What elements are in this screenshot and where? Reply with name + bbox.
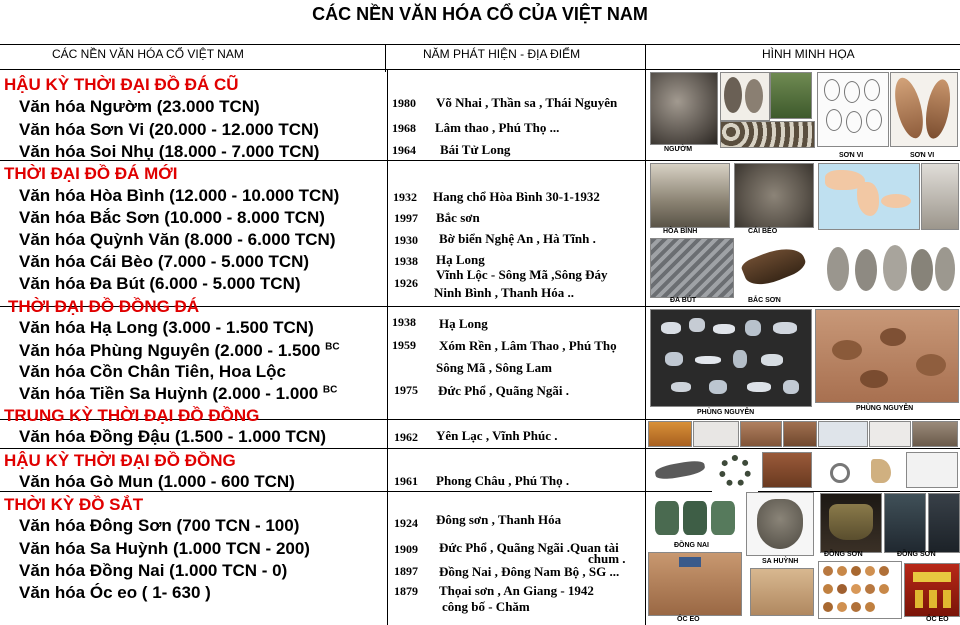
culture-name: Văn hóa Ngườm (23.000 TCN) [19,97,260,116]
culture-name [19,341,340,361]
discovery-year: 1930 [394,233,418,247]
culture-name: Văn hóa Đồng Nai (1.000 TCN - 0) [19,561,288,580]
caption: SƠN VI [839,152,864,159]
caption: CÁI BÈO [748,228,778,235]
caption: ĐỒNG SƠN [897,551,936,558]
bronze-artifact-photo [928,493,960,553]
pottery-photo [762,452,812,488]
discovery-place: Đồng Nai , Đông Nam Bộ , SG ... [439,564,620,579]
excavation-site-photo [815,309,959,403]
row-divider [0,448,960,449]
excavation-photo [648,552,742,616]
discovery-place: Đông sơn , Thanh Hóa [436,512,562,527]
discovery-place: Lâm thao , Phú Thọ ... [435,120,560,135]
discovery-place: Bờ biển Nghệ An , Hà Tĩnh . [439,231,596,246]
discovery-place: Hang chổ Hòa Bình 30-1-1932 [433,189,600,204]
culture-name: Văn hóa Óc eo ( 1- 630 ) [19,583,211,602]
artifact-photo [818,421,868,447]
culture-name: Văn hóa Cồn Chân Tiên, Hoa Lộc [19,362,286,381]
column-divider [387,69,388,625]
culture-name: Văn hóa Đồng Đậu (1.500 - 1.000 TCN) [19,427,327,446]
culture-name: Văn hóa Bắc Sơn (10.000 - 8.000 TCN) [19,208,325,227]
stone-blade-photo [734,236,814,300]
jade-ornaments-photo [650,494,740,543]
column-header-illustration: HÌNH MINH HỌA [762,47,855,61]
discovery-year: 1980 [392,96,416,110]
culture-name [19,384,337,404]
ring-photo [817,452,861,488]
forest-photo [770,72,812,119]
discovery-year: 1975 [394,383,418,397]
discovery-place: Đức Phổ , Quãng Ngãi . [438,383,569,398]
stone-tools-photo [720,72,770,121]
jewelry-photo [818,561,902,619]
caption: ĐỒNG NAI [674,542,709,549]
artifact-photo [693,421,739,447]
caption: ÓC EO [926,616,949,623]
discovery-year: 1932 [393,190,417,204]
stone-axes-photo [820,238,958,300]
artifact-photo [869,421,911,447]
column-header-cultures: CÁC NỀN VĂN HÓA CỔ VIỆT NAM [52,47,244,61]
discovery-place: Hạ Long [436,252,485,267]
discovery-place-line2: Ninh Bình , Thanh Hóa .. [434,285,574,300]
caption: ĐỒNG SƠN [824,551,863,558]
caption: PHÙNG NGUYÊN [697,409,755,416]
bone-tool-photo [650,452,710,488]
blade-photo [862,452,904,488]
culture-name-text: Văn hóa Phùng Nguyên (2.000 - 1.500 [19,341,321,360]
section-title: HẬU KỲ THỜI ĐẠI ĐỒ ĐỒNG [4,451,236,470]
portrait-photo [921,163,959,230]
rock-photo [734,163,814,228]
discovery-year: 1924 [394,516,418,530]
culture-name: Văn hóa Hạ Long (3.000 - 1.500 TCN) [19,318,314,337]
culture-name: Văn hóa Sa Huỳnh (1.000 TCN - 200) [19,539,310,558]
era-suffix: BC [325,341,340,353]
discovery-year: 1997 [394,211,418,225]
discovery-place: Thọai sơn , An Giang - 1942 [439,583,594,598]
caption: ÓC EO [677,616,700,623]
artifact-photo [783,421,817,447]
header-bottom-rule [0,69,960,70]
discovery-year: 1959 [392,338,416,352]
bronze-artifact-photo [884,493,926,553]
discovery-year: 1897 [394,564,418,578]
caption: SƠN VI [910,152,935,159]
culture-name: Văn hóa Sơn Vi (20.000 - 12.000 TCN) [19,120,319,139]
discovery-place: Bái Tử Long [440,142,511,157]
era-suffix: BC [322,384,338,396]
culture-name: Văn hóa Đa Bút (6.000 - 5.000 TCN) [19,274,301,293]
discovery-year: 1968 [392,121,416,135]
section-title: THỜI ĐẠI ĐỒ ĐÁ MỚI [4,164,178,183]
culture-name: Văn hóa Soi Nhụ (18.000 - 7.000 TCN) [19,142,320,161]
caption: NGƯỜM [664,146,693,153]
map-photo [818,163,920,230]
column-header-discovery: NĂM PHÁT HIỆN - ĐỊA ĐIỂM [423,47,581,61]
bronze-drum-photo [820,493,882,553]
artifacts-photo [720,121,815,148]
excavation-photo [650,163,730,228]
discovery-place: Vĩnh Lộc - Sông Mã ,Sông Đáy [436,267,608,282]
discovery-year: 1926 [394,276,418,290]
coins-photo [750,568,814,616]
artifact-photo [912,421,958,447]
discovery-year: 1961 [394,474,418,488]
discovery-place: Đức Phổ , Quãng Ngãi .Quan tài [439,540,619,555]
discovery-year: 1964 [392,143,416,157]
artifact-photo [740,421,782,447]
artifact-photo [906,452,958,488]
caption: SA HUỲNH [762,558,799,565]
engraved-stone-photo [650,238,734,298]
stone-axe-photo [890,72,958,147]
caption: PHÙNG NGUYÊN [856,405,914,412]
section-title: THỜI KỲ ĐỒ SẮT [4,495,144,514]
discovery-place: Yên Lạc , Vĩnh Phúc . [436,428,558,443]
section-title: HẬU KỲ THỜI ĐẠI ĐỒ ĐÁ CŨ [4,75,239,94]
culture-name: Văn hóa Gò Mun (1.000 - 600 TCN) [19,472,295,491]
discovery-place: Xóm Rền , Lâm Thao , Phú Thọ [439,338,617,353]
discovery-place-line2: công bố - Chăm [442,599,530,614]
culture-name: Văn hóa Quỳnh Văn (8.000 - 6.000 TCN) [19,230,336,249]
discovery-year: 1879 [394,584,418,598]
discovery-place: Bắc sơn [436,210,480,225]
artifact-photo [648,421,692,447]
caption: ĐA BÚT [670,297,697,304]
column-divider [385,44,386,72]
caption: HÒA BÌNH [663,228,698,235]
burial-jar-photo [746,492,814,556]
column-divider [645,44,646,625]
discovery-year: 1962 [394,430,418,444]
discovery-place: Phong Châu , Phú Thọ . [436,473,570,488]
discovery-place: Võ Nhai , Thần sa , Thái Nguyên [436,95,618,110]
cog-artifact-photo [712,450,758,492]
tool-drawings [817,72,889,147]
stone-artifacts-photo [650,309,812,407]
discovery-year: 1938 [392,315,416,329]
discovery-place: Sông Mã , Sông Lam [436,360,552,375]
discovery-place-line2: chum . [588,551,626,566]
gold-artifacts-photo [904,563,960,617]
discovery-year: 1938 [394,254,418,268]
culture-name: Văn hóa Hòa Bình (12.000 - 10.000 TCN) [19,186,340,205]
culture-name: Văn hóa Đông Sơn (700 TCN - 100) [19,516,300,535]
caption: BẮC SƠN [748,297,781,304]
discovery-year: 1909 [394,542,418,556]
discovery-place: Hạ Long [439,316,488,331]
section-title: TRUNG KỲ THỜI ĐẠI ĐỒ ĐỒNG [4,406,260,425]
page-title: CÁC NỀN VĂN HÓA CỔ CỦA VIỆT NAM [312,4,648,24]
header-top-rule [0,44,960,45]
culture-name-text: Văn hóa Tiền Sa Huỳnh (2.000 - 1.000 [19,384,319,403]
culture-name: Văn hóa Cái Bèo (7.000 - 5.000 TCN) [19,252,310,271]
section-title: THỜI ĐẠI ĐỒ ĐỒNG ĐÁ [8,297,200,316]
cave-photo [650,72,718,145]
